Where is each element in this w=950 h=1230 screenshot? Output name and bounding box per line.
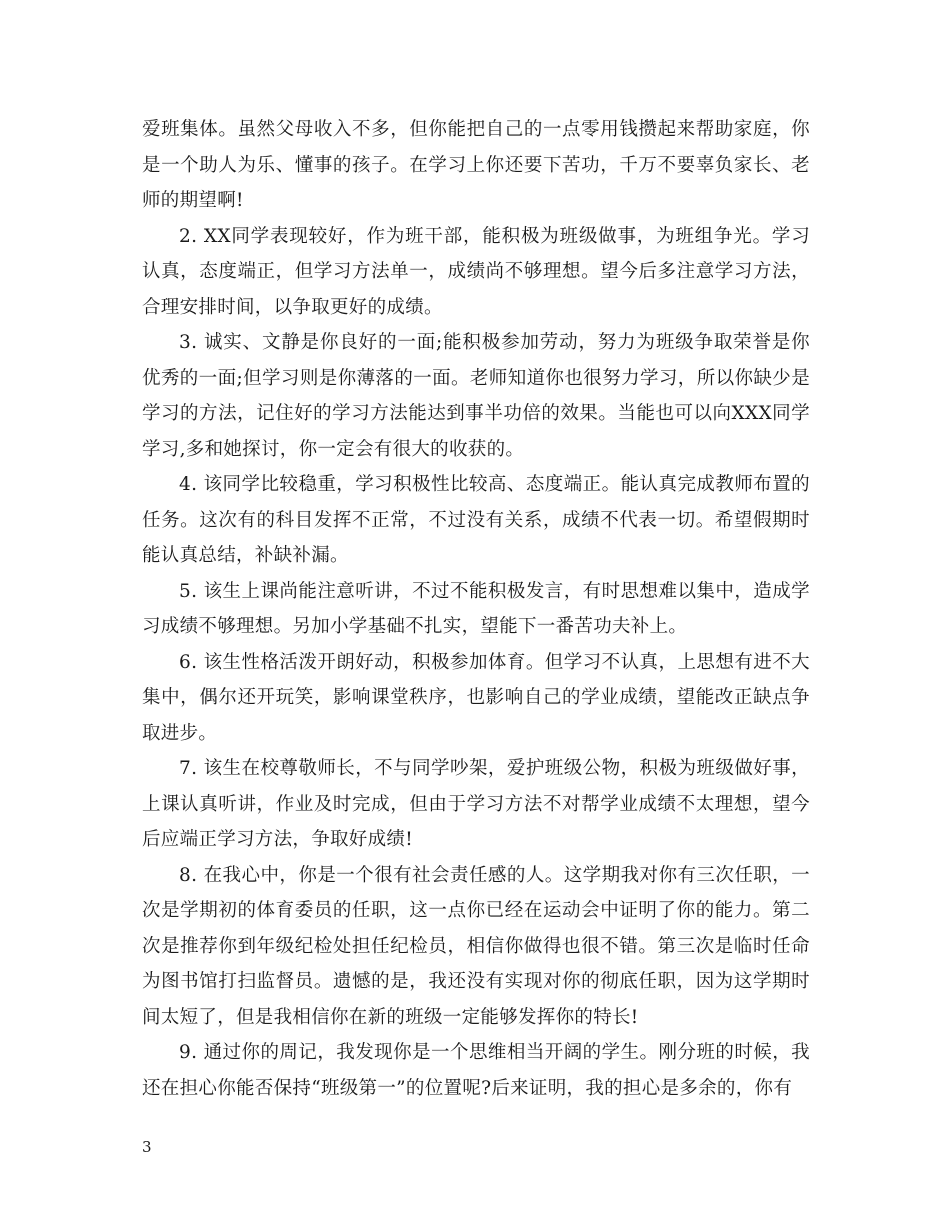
paragraph-item-8: 8. 在我心中，你是一个很有社会责任感的人。这学期我对你有三次任职，一次是学期初的体育委员的任职，这一点你已经在运动会中证明了你的能力。第二次是推荐你到年级纪检处担任纪检员，相信你做得也很不错。第三次是临时任命为图书馆打扫监督员。遗憾的是，我还没有实现对你的彻底任职，因为这学期时间太短了，但是我相信你在新的班级一定能够发挥你的特长! <box>142 864 810 1028</box>
paragraph-item-2: 2. XX同学表现较好，作为班干部，能积极为班级做事，为班组争光。学习认真，态度端正，但学习方法单一，成绩尚不够理想。望今后多注意学习方法，合理安排时间，以争取更好的成绩。 <box>142 225 810 318</box>
paragraph-item-3: 3. 诚实、文静是你良好的一面;能积极参加劳动，努力为班级争取荣誉是你优秀的一面;但学习则是你薄落的一面。老师知道你也很努力学习，所以你缺少是学习的方法，记住好的学习方法能达到事半功倍的效果。当能也可以向XXX同学学习,多和她探讨，你一定会有很大的收获的。 <box>142 332 810 460</box>
paragraph-item-7: 7. 该生在校尊敬师长，不与同学吵架，爱护班级公物，积极为班级做好事，上课认真听讲，作业及时完成，但由于学习方法不对帮学业成绩不太理想，望今后应端正学习方法，争取好成绩! <box>142 758 810 850</box>
paragraph-item-5: 5. 该生上课尚能注意听讲，不过不能积极发言，有时思想难以集中，造成学习成绩不够理想。另加小学基础不扎实，望能下一番苦功夫补上。 <box>142 580 810 637</box>
paragraph-item-4: 4. 该同学比较稳重，学习积极性比较高、态度端正。能认真完成教师布置的任务。这次有的科目发挥不正常，不过没有关系，成绩不代表一切。希望假期时能认真总结，补缺补漏。 <box>142 474 810 566</box>
paragraph-item-9: 9. 通过你的周记，我发现你是一个思维相当开阔的学生。刚分班的时候，我还在担心你能否保持“班级第一”的位置呢?后来证明，我的担心是多余的，你有 <box>142 1042 810 1099</box>
paragraph-item-6: 6. 该生性格活泼开朗好动，积极参加体育。但学习不认真，上思想有进不大集中，偶尔还开玩笑，影响课堂秩序，也影响自己的学业成绩，望能改正缺点争取进步。 <box>142 651 810 744</box>
paragraph-continuation: 爱班集体。虽然父母收入不多，但你能把自己的一点零用钱攒起来帮助家庭，你是一个助人为乐、懂事的孩子。在学习上你还要下苦功，千万不要辜负家长、老师的期望啊! <box>142 119 810 211</box>
document-body <box>142 112 810 1106</box>
page-number: 3 <box>142 1138 152 1156</box>
